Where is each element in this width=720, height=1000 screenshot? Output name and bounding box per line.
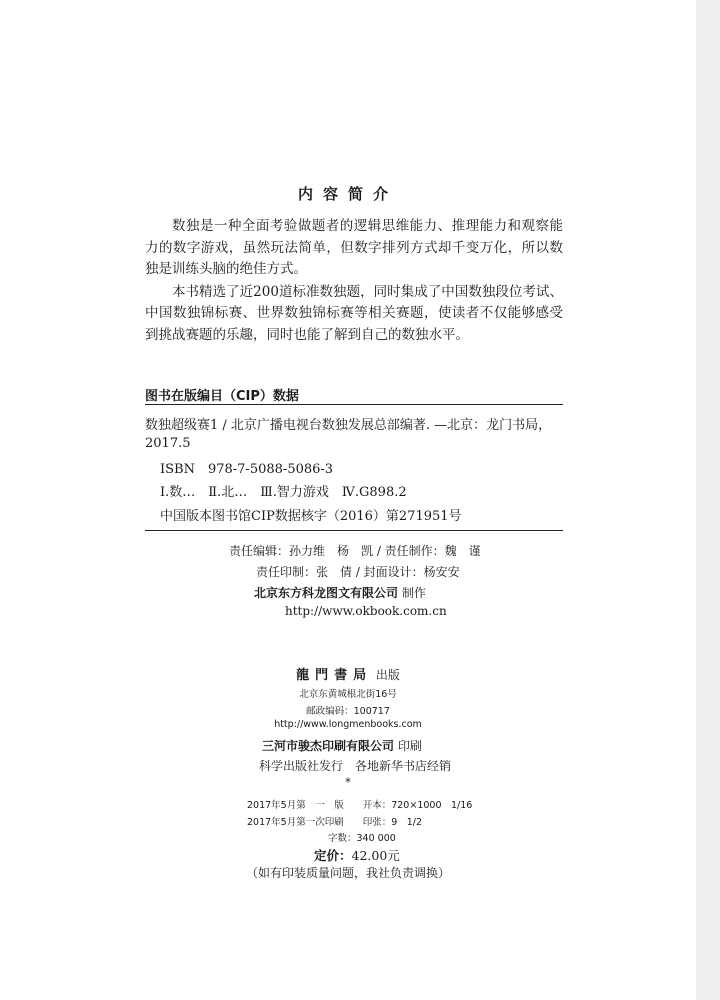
edition-line: 2017年5月第 一 版 开本：720×1000 1/16 (247, 800, 473, 811)
adjacent-page-edge (696, 0, 720, 1000)
printer-line (262, 737, 422, 754)
publisher-logo: 龍門書局 (296, 668, 373, 683)
printer-suffix: 印刷 (397, 739, 422, 753)
publisher-postcode: 邮政编码：100717 (306, 706, 390, 717)
producer-name: 北京东方科龙图文有限公司 (254, 586, 399, 600)
print-design-credits: 责任印制：张 倩 / 封面设计：杨安安 (256, 565, 460, 579)
synopsis-paragraph: 数独是一种全面考验做题者的逻辑思维能力、推理能力和观察能力的数字游戏，虽然玩法简单，但数字排列方式却千变万化，所以数独是训练头脑的绝佳方式。 (145, 218, 563, 277)
editor-credits: 责任编辑：孙力维 杨 凯 / 责任制作：魏 谨 (229, 544, 481, 558)
cip-heading: 图书在版编目（CIP）数据 (145, 389, 299, 404)
producer-line (254, 584, 426, 601)
price-value: 42.00元 (351, 848, 400, 863)
cip-top-rule (145, 404, 563, 405)
price-line (314, 846, 400, 864)
cip-record-number: 中国版本图书馆CIP数据核字（2016）第271951号 (160, 509, 462, 524)
publisher-suffix: 出版 (375, 668, 400, 682)
cip-classification: Ⅰ.数… Ⅱ.北… Ⅲ.智力游戏 Ⅳ.G898.2 (160, 485, 407, 500)
publisher-url: http://www.longmenbooks.com (274, 719, 422, 730)
producer-suffix: 制作 (401, 586, 426, 600)
publisher-line (0, 664, 696, 683)
synopsis-body (145, 216, 563, 347)
quality-notice: （如有印装质量问题，我社负责调换） (245, 866, 450, 880)
separator-star: * (345, 776, 351, 789)
distribution-line: 科学出版社发行 各地新华书店经销 (259, 759, 452, 773)
synopsis-title: 内容简介 (297, 185, 398, 203)
word-count: 字数：340 000 (328, 833, 396, 844)
producer-url: http://www.okbook.com.cn (285, 604, 447, 618)
cip-isbn: ISBN 978-7-5088-5086-3 (160, 462, 334, 477)
cip-title-line: 数独超级赛1 / 北京广播电视台数独发展总部编著. —北京：龙门书局， (145, 418, 552, 433)
publisher-address: 北京东黄城根北街16号 (299, 689, 397, 700)
printing-line: 2017年5月第一次印刷 印张：9 1/2 (247, 817, 423, 828)
cip-date: 2017.5 (145, 436, 191, 451)
price-label: 定价： (314, 848, 352, 863)
cip-bottom-rule (145, 530, 563, 531)
synopsis-paragraph: 本书精选了近200道标准数独题，同时集成了中国数独段位考试、中国数独锦标赛、世界数独锦标赛等相关赛题，使读者不仅能够感受到挑战赛题的乐趣，同时也能了解到自己的数独水平。 (145, 283, 563, 343)
printer-name: 三河市骏杰印刷有限公司 (262, 739, 395, 753)
